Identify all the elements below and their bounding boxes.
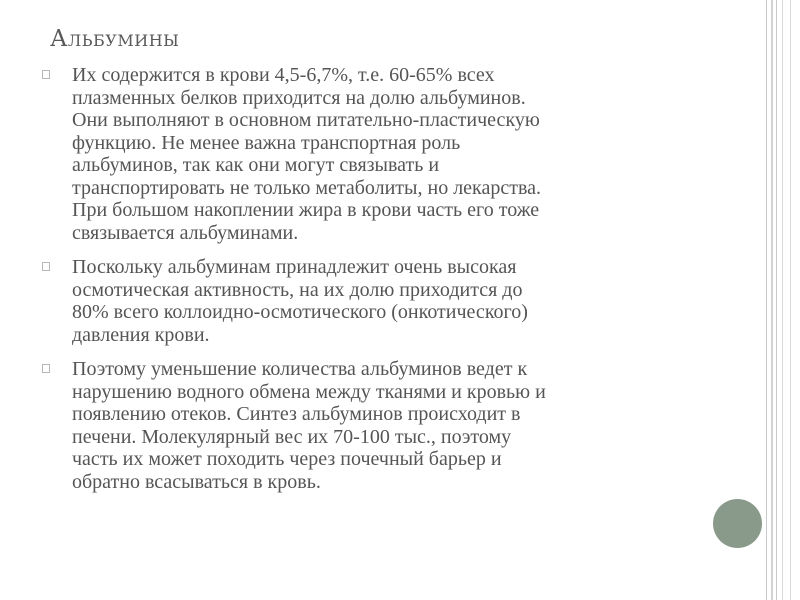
bullet-line: Поэтому уменьшение количества альбуминов ведет к: [72, 358, 528, 380]
square-bullet-icon: [42, 364, 50, 373]
bullet-list: [40, 64, 680, 505]
bullet-line: Поскольку альбуминам принадлежит очень высокая: [72, 256, 517, 278]
bullet-line: давления крови.: [72, 323, 210, 346]
decorative-rule-line: [790, 0, 791, 600]
bullet-line: Они выполняют в основном питательно-пластическую: [72, 109, 540, 131]
bullet-line: обратно всасываться в кровь.: [72, 470, 321, 493]
bullet-line: функцию. Не менее важна транспортная роль: [72, 131, 461, 154]
bullet-text: [72, 256, 680, 346]
bullet-text: [72, 358, 680, 493]
decorative-circle: [713, 499, 762, 548]
bullet-line: часть их может походить через почечный барьер и: [72, 448, 502, 470]
bullet-line: появлению отеков. Синтез альбуминов происходит в: [72, 403, 521, 425]
bullet-item: [40, 256, 680, 346]
bullet-line: связывается альбуминами.: [72, 221, 299, 244]
decorative-rule-line: [766, 0, 767, 600]
decorative-rule-line: [782, 0, 783, 600]
bullet-line: транспортировать не только метаболиты, но лекарства.: [72, 176, 542, 199]
bullet-line: осмотическая активность, на их долю приходится до: [72, 278, 523, 301]
decorative-rule-line: [771, 0, 773, 600]
bullet-line: нарушению водного обмена между тканями и кровью и: [72, 380, 546, 403]
bullet-text: [72, 64, 680, 244]
bullet-line: Их содержится в крови 4,5-6,7%, т.е. 60-65% всех: [72, 64, 495, 86]
bullet-line: альбуминов, так как они могут связывать и: [72, 154, 440, 176]
bullet-line: плазменных белков приходится на долю альбуминов.: [72, 86, 526, 109]
slide-title: Альбумины: [50, 26, 180, 52]
decorative-rule-line: [776, 0, 777, 600]
bullet-line: 80% всего коллоидно-осмотического (онкотического): [72, 301, 528, 323]
bullet-item: [40, 358, 680, 493]
square-bullet-icon: [42, 262, 50, 271]
bullet-line: При большом накоплении жира в крови часть его тоже: [72, 199, 540, 221]
bullet-line: печени. Молекулярный вес их 70-100 тыс., поэтому: [72, 425, 512, 448]
square-bullet-icon: [42, 70, 50, 79]
bullet-item: [40, 64, 680, 244]
